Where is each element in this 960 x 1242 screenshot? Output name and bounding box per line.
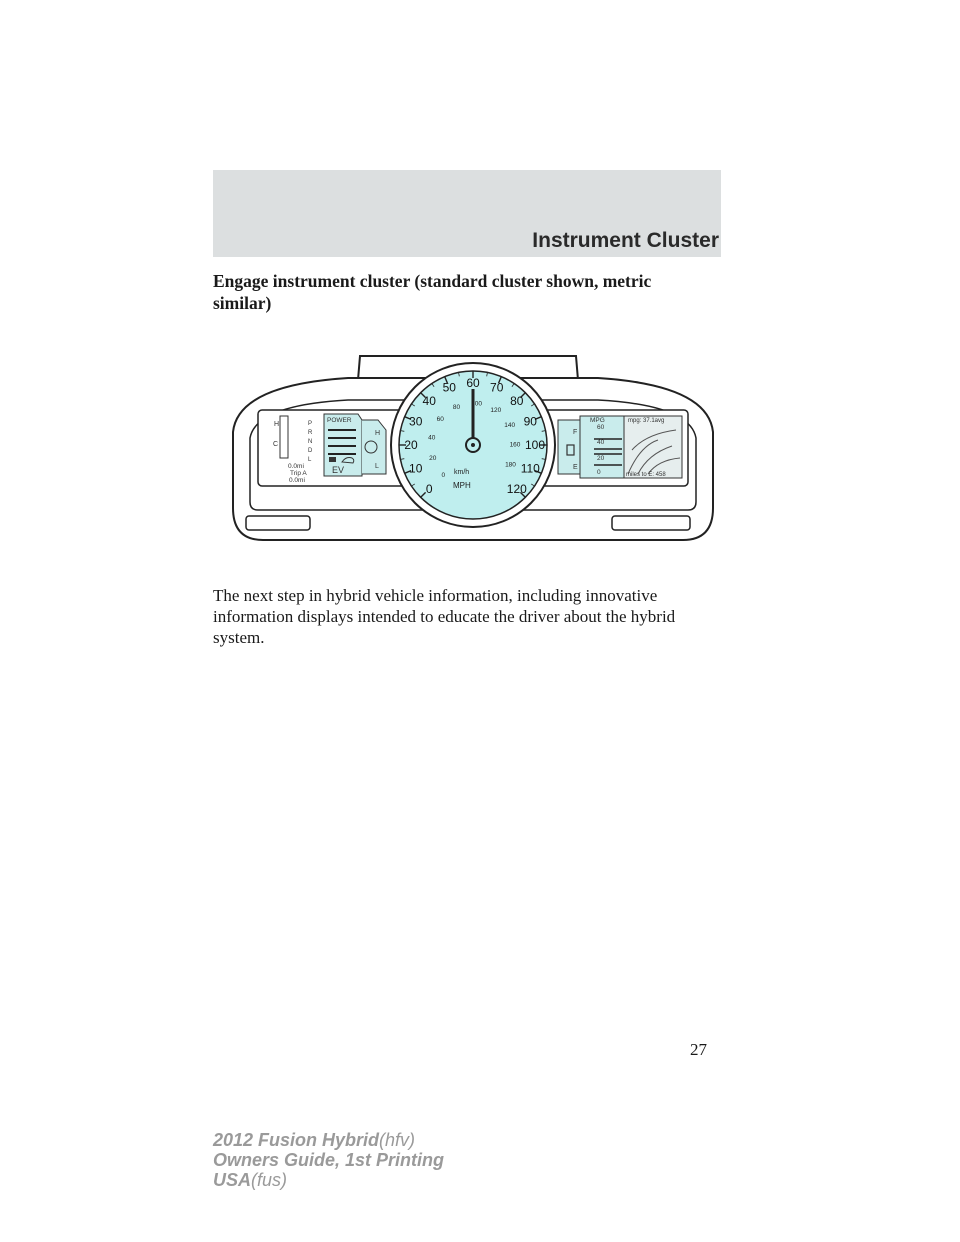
- gear-r: R: [308, 430, 313, 436]
- mph-unit-label: MPH: [453, 481, 471, 490]
- footer-market-code: (fus): [251, 1170, 288, 1190]
- figure-heading-line-1: Engage instrument cluster (standard cluster shown, metric: [213, 271, 652, 291]
- body-paragraph: [213, 585, 713, 648]
- mph-tick-label-10: 10: [409, 461, 423, 476]
- mph-tick-label-100: 100: [524, 438, 546, 452]
- trip-label: Trip A: [290, 470, 307, 477]
- gear-l: L: [308, 457, 312, 463]
- mph-tick-label-0: 0: [425, 481, 433, 496]
- kmh-tick-label-60: 60: [436, 416, 444, 424]
- power-ev-panel: [324, 414, 386, 476]
- kmh-tick-label-120: 120: [490, 407, 502, 415]
- kmh-tick-label-140: 140: [504, 422, 516, 429]
- kmh-tick-label-100: 100: [471, 400, 483, 408]
- mph-tick-label-40: 40: [422, 394, 436, 409]
- mph-tick-label-60: 60: [466, 376, 480, 390]
- footer-model-code: (hfv): [379, 1130, 416, 1150]
- fuel-empty-label: E: [573, 464, 578, 471]
- gear-d: D: [308, 448, 313, 454]
- footer: [213, 1130, 444, 1190]
- left-bottom-tab: [246, 516, 310, 530]
- instrument-cluster-figure: [228, 350, 718, 550]
- right-bottom-tab: [612, 516, 690, 530]
- mph-tick-label-120: 120: [506, 481, 527, 496]
- footer-line-1: [213, 1130, 444, 1150]
- gear-n: N: [308, 439, 313, 445]
- footer-guide: Owners Guide, 1st Printing: [213, 1150, 445, 1170]
- needle-hub-center: [471, 443, 475, 447]
- footer-line-3: [213, 1170, 444, 1190]
- kmh-tick-label-180: 180: [505, 461, 516, 469]
- miles-to-empty-readout: miles to E: 458: [626, 472, 666, 478]
- mpg-label: MPG: [590, 417, 605, 424]
- page-number: 27: [690, 1040, 707, 1059]
- kmh-tick-label-40: 40: [428, 434, 436, 442]
- kmh-tick-label-0: 0: [441, 472, 446, 480]
- body-line-2: information displays intended to educate the driver about the hybrid: [213, 607, 676, 626]
- section-title: Instrument Cluster: [532, 229, 719, 252]
- mpg-scale-40: 40: [597, 439, 605, 446]
- mph-tick-label-30: 30: [409, 414, 423, 429]
- mph-tick-label-90: 90: [523, 414, 537, 429]
- ev-label: EV: [332, 465, 345, 475]
- odometer-readout: 0.0mi: [288, 463, 304, 470]
- mph-tick-label-110: 110: [520, 461, 540, 476]
- kmh-tick-label-80: 80: [452, 403, 461, 411]
- gear-p: P: [308, 421, 313, 427]
- temp-cold-label: C: [273, 441, 279, 448]
- fuel-full-label: F: [573, 429, 578, 436]
- battery-charge-panel: [362, 420, 386, 474]
- header-band: [213, 170, 721, 257]
- footer-market: USA: [213, 1170, 252, 1190]
- temp-hot-label: H: [274, 421, 280, 428]
- battery-high-label: H: [375, 430, 381, 437]
- right-info-panel: [558, 416, 682, 478]
- mpg-average-readout: mpg: 37.1avg: [628, 418, 665, 424]
- kmh-tick-label-160: 160: [509, 441, 521, 449]
- body-line-1: The next step in hybrid vehicle information, including innovative: [213, 586, 658, 605]
- mpg-scale-0: 0: [597, 469, 601, 476]
- power-label: POWER: [327, 417, 352, 424]
- cluster-illustration: [228, 350, 718, 550]
- mpg-scale-20: 20: [597, 455, 605, 462]
- trip-readout: 0.0mi: [289, 477, 305, 484]
- figure-heading: [213, 270, 683, 314]
- mpg-scale-60: 60: [597, 424, 605, 431]
- mph-tick-label-50: 50: [442, 380, 456, 395]
- kmh-tick-label-20: 20: [429, 454, 437, 462]
- figure-heading-line-2: similar): [213, 293, 272, 313]
- battery-icon: [329, 457, 336, 462]
- footer-line-2: [213, 1150, 444, 1170]
- mph-tick-label-80: 80: [510, 394, 524, 409]
- battery-low-label: L: [375, 463, 379, 470]
- temperature-bar: [280, 416, 288, 458]
- speedometer: [391, 363, 555, 527]
- mph-tick-label-70: 70: [490, 380, 504, 395]
- mph-tick-label-20: 20: [404, 438, 418, 452]
- body-line-3: system.: [213, 628, 265, 647]
- footer-model: 2012 Fusion Hybrid: [213, 1130, 380, 1150]
- kmh-unit-label: km/h: [454, 469, 470, 476]
